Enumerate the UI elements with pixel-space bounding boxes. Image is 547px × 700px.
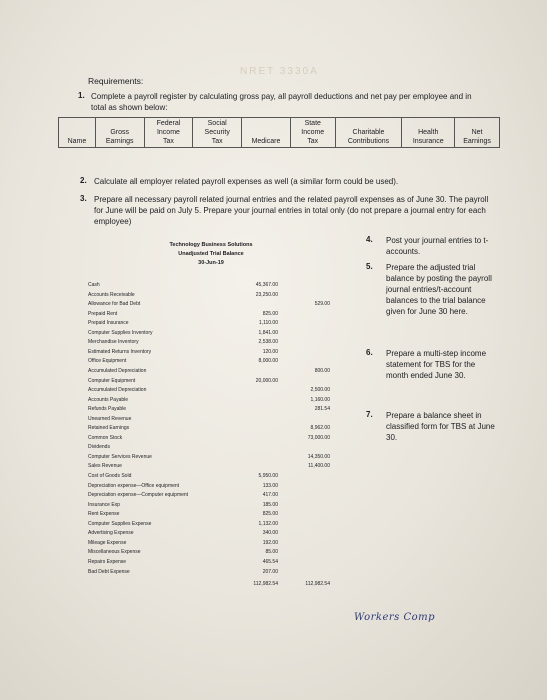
trial-balance-debit: 825.00 <box>262 311 278 317</box>
trial-balance-account: Cash <box>88 282 100 288</box>
trial-balance-debit: 8,000.00 <box>258 358 278 364</box>
item-text: Complete a payroll register by calculating gross pay, all payroll deductions and net pay per employee and in total as shown below: <box>91 92 472 112</box>
trial-balance-debit: 5,950.00 <box>258 473 278 479</box>
side-item-text: Post your journal entries to t-accounts. <box>386 236 489 256</box>
trial-balance-debit: 45,367.00 <box>255 282 278 288</box>
trial-balance-debit: 825.00 <box>262 511 278 517</box>
trial-balance-debit: 20,000.00 <box>255 378 278 384</box>
trial-balance-company: Technology Business Solutions <box>169 242 253 248</box>
trial-balance-account: Retained Earnings <box>88 425 130 431</box>
trial-balance-account: Advertising Expense <box>88 530 134 536</box>
trial-balance-debit: 417.00 <box>262 492 278 498</box>
trial-balance-total-credit: 112,982.54 <box>305 581 330 587</box>
trial-balance-account: Prepaid Insurance <box>88 320 129 326</box>
trial-balance-total-debit: 112,982.54 <box>253 581 278 587</box>
trial-balance-debit: 465.54 <box>262 559 278 565</box>
trial-balance-account: Rent Expense <box>88 511 120 517</box>
col-header-social-security-tax: Social Security Tax <box>193 118 242 148</box>
side-item-number: 5. <box>366 262 373 271</box>
trial-balance-debit: 185.00 <box>262 502 278 508</box>
trial-balance-account: Refunds Payable <box>88 406 127 412</box>
col-header-state-income-tax: State Income Tax <box>290 118 335 148</box>
trial-balance-account: Computer Supplies Inventory <box>88 330 153 336</box>
trial-balance-credit: 8,962.00 <box>310 425 330 431</box>
trial-balance-debit: 23,250.00 <box>255 292 278 298</box>
trial-balance-credit: 11,400.00 <box>308 463 330 469</box>
trial-balance-account: Computer Services Revenue <box>88 454 152 460</box>
trial-balance-debit: 1,110.00 <box>258 320 278 326</box>
side-item-number: 6. <box>366 348 373 357</box>
trial-balance-credit: 281.54 <box>314 406 330 412</box>
trial-balance-account: Office Equipment <box>88 358 127 364</box>
trial-balance-account: Miscellaneous Expense <box>88 549 141 555</box>
trial-balance-account: Sales Revenue <box>88 463 122 469</box>
col-header-gross-earnings: Gross Earnings <box>95 118 144 148</box>
trial-balance-debit: 133.00 <box>262 483 278 489</box>
trial-balance-credit: 2,500.00 <box>310 387 330 393</box>
requirements-title: Requirements: <box>88 76 144 86</box>
trial-balance-account: Merchandise Inventory <box>88 339 139 345</box>
trial-balance-debit: 1,841.00 <box>258 330 278 336</box>
trial-balance-date: 30-Jun-19 <box>198 260 224 266</box>
trial-balance-account: Bad Debt Expense <box>88 569 130 575</box>
trial-balance-account: Computer Equipment <box>88 378 136 384</box>
item-number: 2. <box>80 176 87 185</box>
trial-balance-credit: 14,350.00 <box>307 454 330 460</box>
trial-balance-debit: 2,538.00 <box>258 339 278 345</box>
col-header-federal-income-tax: Federal Income Tax <box>144 118 193 148</box>
trial-balance-credit: 73,000.00 <box>307 435 330 441</box>
col-header-name: Name <box>59 118 96 148</box>
side-item-number: 7. <box>366 410 373 419</box>
col-header-health-insurance: Health Insurance <box>402 118 455 148</box>
trial-balance-account: Allowance for Bad Debt <box>88 301 141 307</box>
col-header-charitable-contributions: Charitable Contributions <box>335 118 402 148</box>
trial-balance-debit: 207.00 <box>262 569 278 575</box>
trial-balance-account: Estimated Returns Inventory <box>88 349 152 355</box>
side-item-number: 4. <box>366 235 373 244</box>
trial-balance-account: Depreciation expense—Computer equipment <box>88 492 189 498</box>
col-header-net-earnings: Net Earnings <box>455 118 500 148</box>
trial-balance-credit: 1,160.00 <box>310 397 330 403</box>
side-item-text: Prepare a balance sheet in classified form for TBS at June 30. <box>386 411 495 442</box>
trial-balance-credit: 800.00 <box>314 368 330 374</box>
trial-balance-account: Dividends <box>88 444 110 450</box>
watermark: NRET 3330A <box>240 66 319 77</box>
trial-balance-account: Insurance Exp <box>88 502 120 508</box>
item-text: Calculate all employer related payroll expenses as well (a similar form could be used). <box>94 177 399 186</box>
item-number: 1. <box>78 91 85 100</box>
trial-balance-account: Repairs Expense <box>88 559 127 565</box>
trial-balance-title: Unadjusted Trial Balance <box>178 251 244 257</box>
trial-balance-account: Cost of Goods Sold <box>88 473 132 479</box>
trial-balance-account: Accumulated Depreciation <box>88 387 147 393</box>
side-item-text: Prepare the adjusted trial balance by posting the payroll journal entries/t-account balances to the trial balance given for June 30 here. <box>386 263 492 316</box>
payroll-register-table <box>58 117 500 148</box>
trial-balance-account: Computer Supplies Expense <box>88 521 152 527</box>
trial-balance-account: Prepaid Rent <box>88 311 118 317</box>
trial-balance-account: Depreciation expense—Office equipment <box>88 483 180 489</box>
trial-balance-account: Accumulated Depreciation <box>88 368 147 374</box>
trial-balance-account: Mileage Expense <box>88 540 127 546</box>
item-text: Prepare all necessary payroll related journal entries and the related payroll expenses as of June 30. The payroll for June will be paid on July 5. Prepare your journal entries in total only (do not prepare a journal entry for each employee) <box>94 195 489 226</box>
trial-balance-account: Unearned Revenue <box>88 416 132 422</box>
col-header-medicare: Medicare <box>242 118 291 148</box>
item-number: 3. <box>80 194 87 203</box>
trial-balance-debit: 192.00 <box>262 540 278 546</box>
trial-balance-account: Accounts Receivable <box>88 292 135 298</box>
trial-balance-debit: 1,132.00 <box>258 521 278 527</box>
trial-balance-credit: 529.00 <box>314 301 330 307</box>
side-item-text: Prepare a multi-step income statement for TBS for the month ended June 30. <box>386 349 487 380</box>
handwritten-note: Workers Comp <box>354 612 436 623</box>
trial-balance-debit: 120.00 <box>262 349 278 355</box>
trial-balance-account: Accounts Payable <box>88 397 129 403</box>
trial-balance-account: Common Stock <box>88 435 123 441</box>
trial-balance-debit: 85.00 <box>265 549 278 555</box>
trial-balance-debit: 340.00 <box>262 530 278 536</box>
